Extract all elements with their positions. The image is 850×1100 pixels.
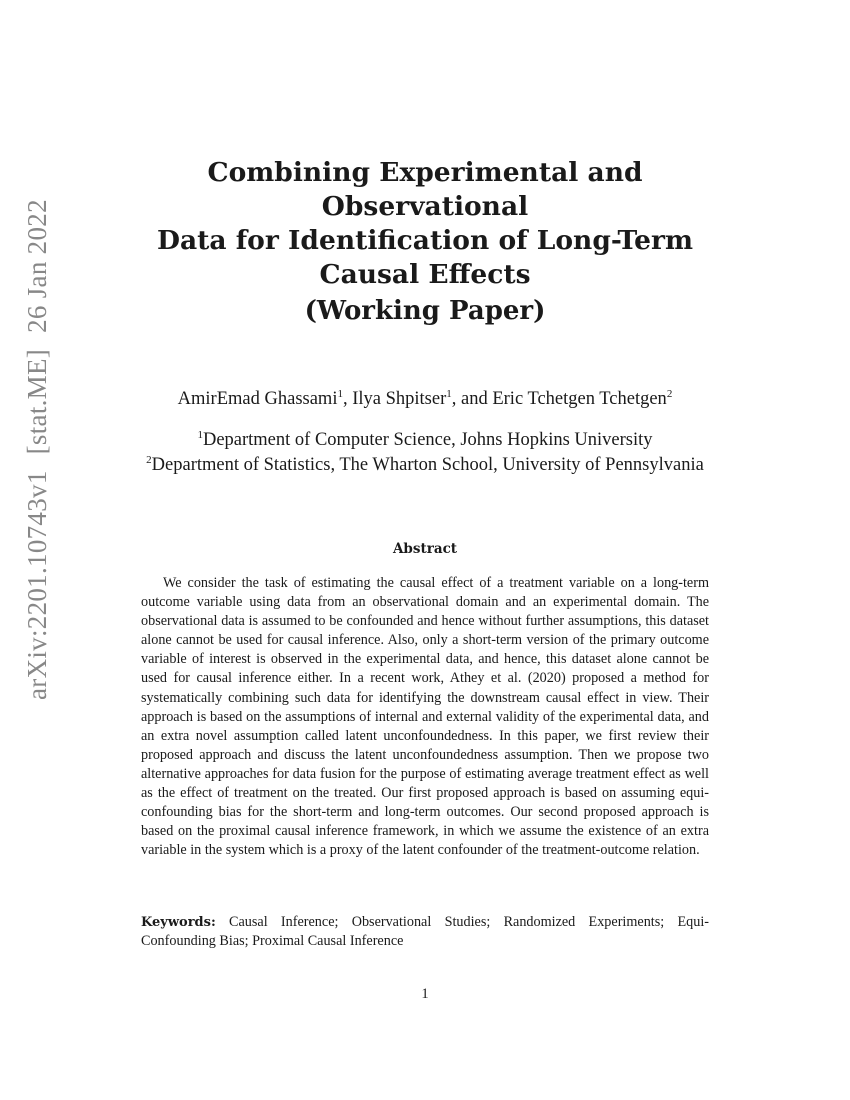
abstract-body: We consider the task of estimating the causal effect of a treatment variable on a long-term outcome variable using data from an observational domain and an experimental domain. The observational data is assumed to be confounded and hence without further assumptions, this dataset alone cannot be used for causal inference. Also, only a short-term version of the primary outcome variable of interest is observed in the experimental data, and hence, this dataset alone cannot be used for causal inference either. In a recent work, Athey et al. (2020) proposed a method for systematically combining such data for identifying the downstream causal effect in view. Their approach is based on the assumptions of internal and external validity of the experimental data, and an extra novel assumption called latent unconfoundedness. In this paper, we first review their proposed approach and discuss the latent unconfoundedness assumption. Then we propose two alternative approaches for data fusion for the purpose of estimating average treatment effect as well as the effect of treatment on the treated. Our first proposed approach is based on assuming equi-confounding bias for the short-term and long-term outcomes. Our second proposed approach is based on the proximal causal inference framework, in which we assume the existence of an extra variable in the system which is a proxy of the latent confounder of the treatment-outcome relation. bbox=[141, 575, 709, 859]
page-number: 1 bbox=[421, 986, 429, 1002]
arxiv-id: arXiv:2201.10743v1 bbox=[22, 470, 52, 700]
arxiv-sidebar-stamp bbox=[22, 183, 53, 700]
affiliation-mark: 1 bbox=[197, 428, 203, 441]
affiliation-2 bbox=[60, 455, 790, 476]
arxiv-date: 26 Jan 2022 bbox=[22, 199, 52, 333]
keywords-section bbox=[141, 913, 709, 951]
title-line-1: Combining Experimental and Observational bbox=[207, 157, 643, 222]
paper-subtitle: (Working Paper) bbox=[304, 296, 546, 326]
author-name: Ilya Shpitser bbox=[352, 389, 447, 409]
keywords-label: Keywords: bbox=[141, 915, 216, 930]
affiliation-1 bbox=[60, 430, 790, 451]
author-name: AmirEmad Ghassami bbox=[177, 389, 338, 409]
title-line-3: Causal Effects bbox=[319, 259, 531, 290]
author-affil-mark: 1 bbox=[337, 387, 343, 400]
author-separator: , and bbox=[451, 389, 493, 409]
author-affil-mark: 1 bbox=[446, 387, 452, 400]
author-list bbox=[100, 389, 750, 410]
affiliation-text: Department of Computer Science, Johns Hopkins University bbox=[202, 430, 653, 450]
affiliation-text: Department of Statistics, The Wharton School, University of Pennsylvania bbox=[151, 455, 704, 475]
abstract-heading: Abstract bbox=[392, 541, 458, 557]
title-line-2: Data for Identification of Long-Term bbox=[156, 225, 694, 256]
arxiv-category: [stat.ME] bbox=[22, 348, 52, 455]
paper-title bbox=[100, 156, 750, 292]
author-affil-mark: 2 bbox=[666, 387, 673, 400]
keywords-text: Causal Inference; Observational Studies; Randomized Experiments; Equi-Confounding Bias; Proximal Causal Inference bbox=[141, 914, 709, 949]
affiliation-mark: 2 bbox=[146, 453, 152, 466]
author-separator: , bbox=[342, 389, 353, 409]
author-name: Eric Tchetgen Tchetgen bbox=[492, 389, 667, 409]
